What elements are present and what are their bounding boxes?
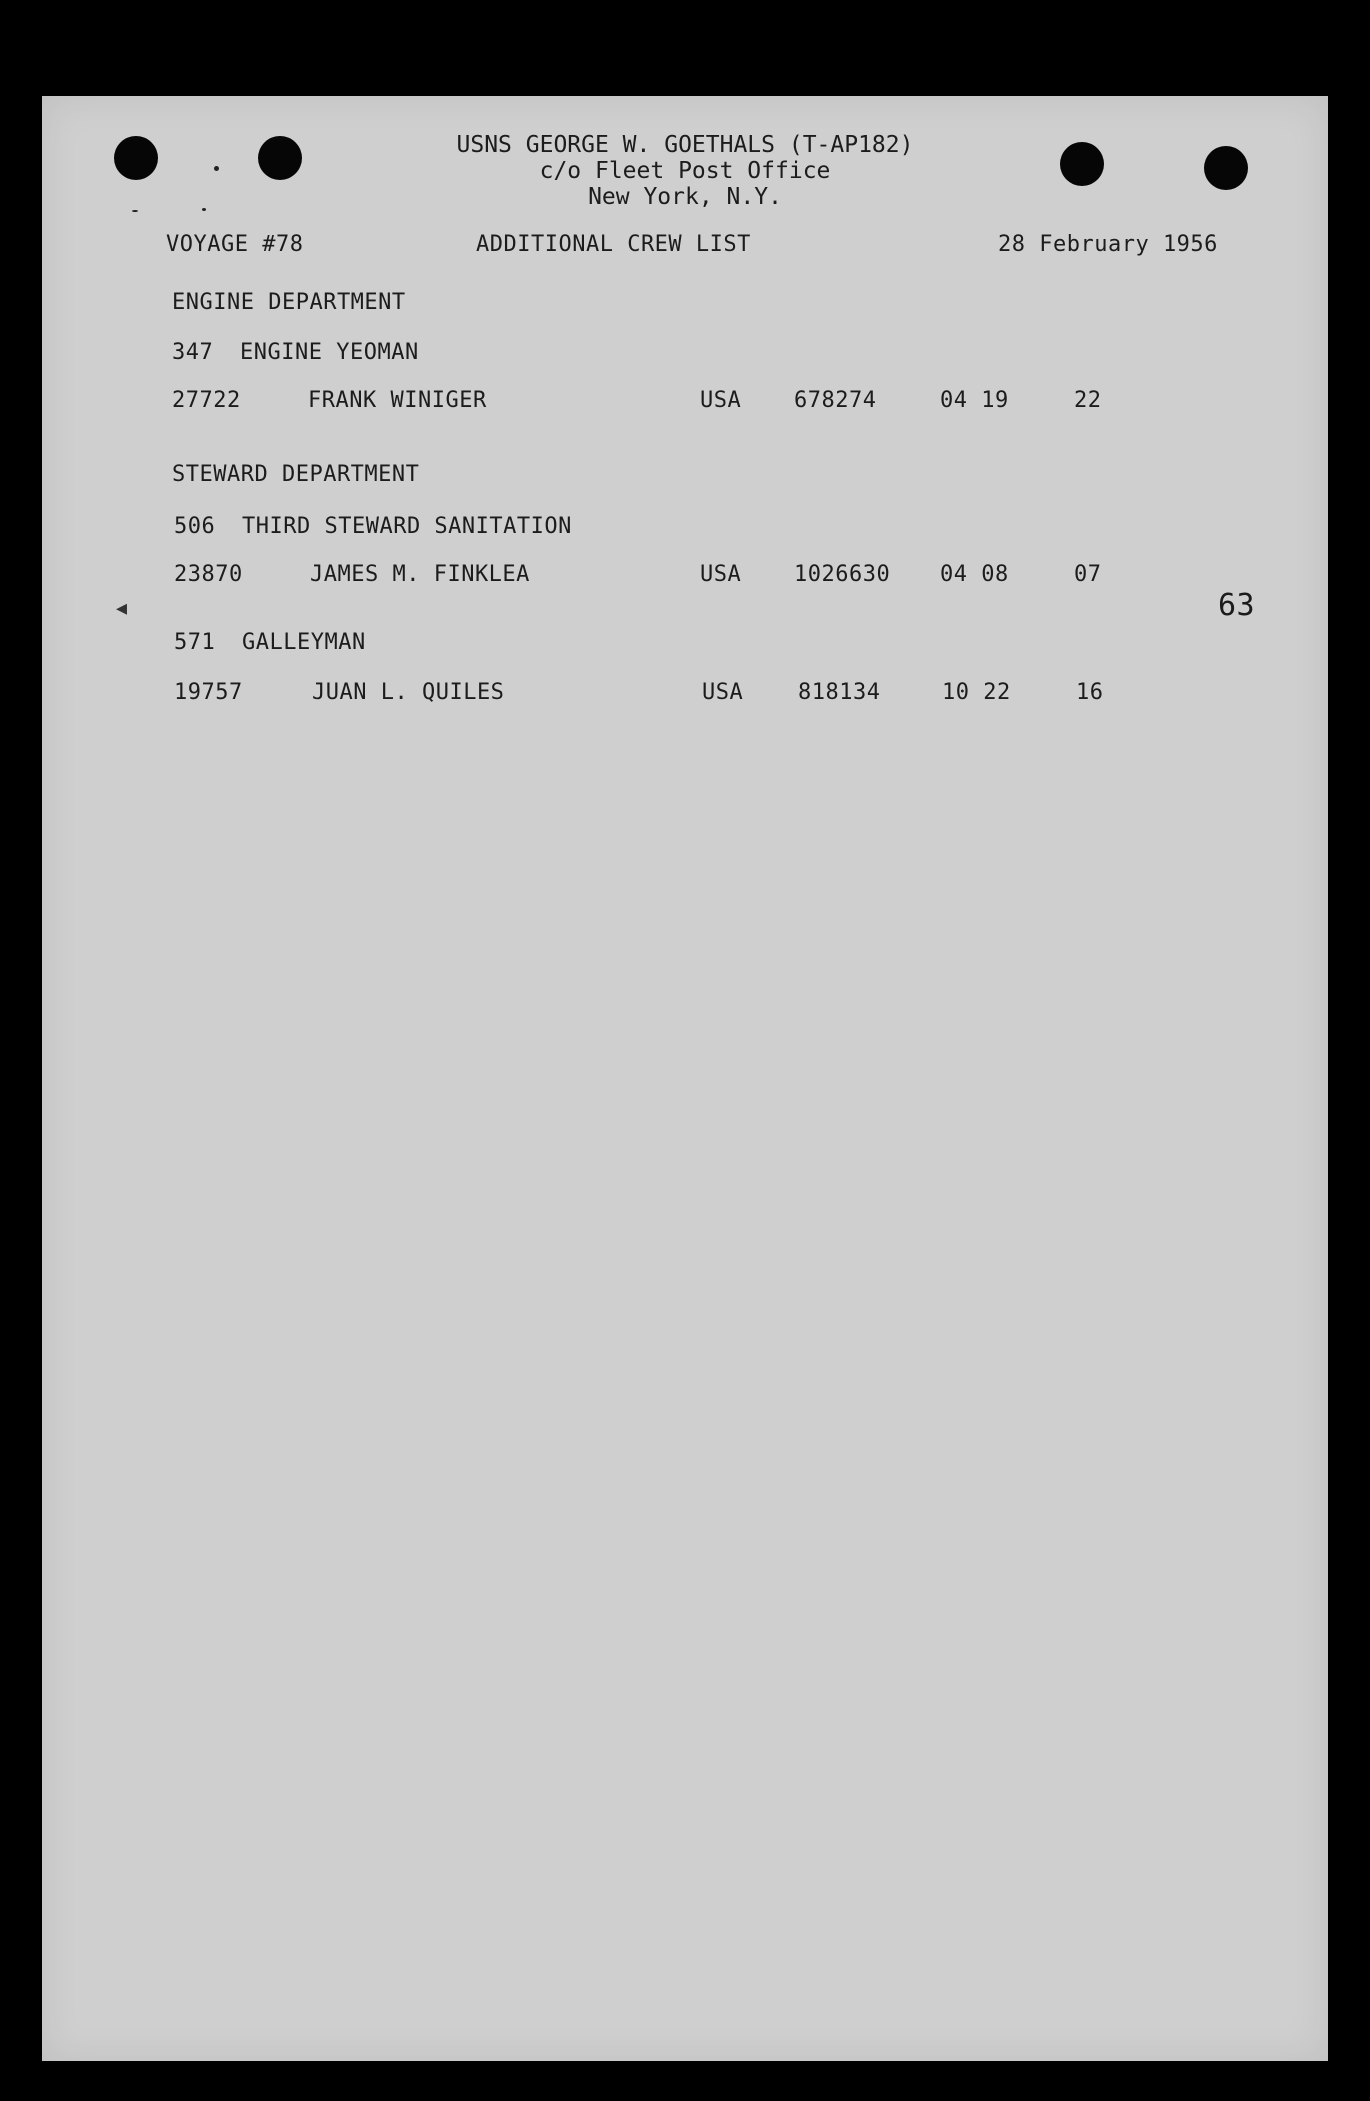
department-heading: ENGINE DEPARTMENT: [172, 290, 406, 315]
crew-nationality: USA: [702, 680, 744, 705]
crew-number: 27722: [172, 388, 241, 413]
crew-number: 23870: [174, 562, 243, 587]
position-title: GALLEYMAN: [242, 630, 366, 655]
crew-col5: 04 08: [940, 562, 1009, 587]
address-line-1: c/o Fleet Post Office: [539, 158, 831, 184]
crew-name: JAMES M. FINKLEA: [310, 562, 530, 587]
crew-name: JUAN L. QUILES: [312, 680, 505, 705]
crew-nationality: USA: [700, 388, 742, 413]
voyage-number: VOYAGE #78: [166, 232, 304, 257]
crew-col5: 04 19: [940, 388, 1009, 413]
crew-id: 678274: [794, 388, 877, 413]
department-heading: STEWARD DEPARTMENT: [172, 462, 420, 487]
ship-name: USNS GEORGE W. GOETHALS (T-AP182): [456, 132, 914, 158]
crew-col5: 10 22: [942, 680, 1011, 705]
margin-mark: ◂: [116, 596, 128, 621]
crew-id: 818134: [798, 680, 881, 705]
crew-col6: 22: [1074, 388, 1102, 413]
position-code: 347: [172, 340, 214, 365]
address-line-2: New York, N.Y.: [588, 184, 782, 210]
crew-number: 19757: [174, 680, 243, 705]
crew-nationality: USA: [700, 562, 742, 587]
list-title: ADDITIONAL CREW LIST: [476, 232, 751, 257]
position-code: 571: [174, 630, 216, 655]
crew-id: 1026630: [794, 562, 891, 587]
position-code: 506: [174, 514, 216, 539]
page-number: 63: [1218, 588, 1256, 623]
crew-col6: 07: [1074, 562, 1102, 587]
document-date: 28 February 1956: [998, 232, 1218, 257]
paper-sheet: [42, 96, 1328, 2061]
position-title: THIRD STEWARD SANITATION: [242, 514, 572, 539]
crew-col6: 16: [1076, 680, 1104, 705]
paper-speck: [132, 210, 138, 212]
position-title: ENGINE YEOMAN: [240, 340, 419, 365]
crew-name: FRANK WINIGER: [308, 388, 487, 413]
